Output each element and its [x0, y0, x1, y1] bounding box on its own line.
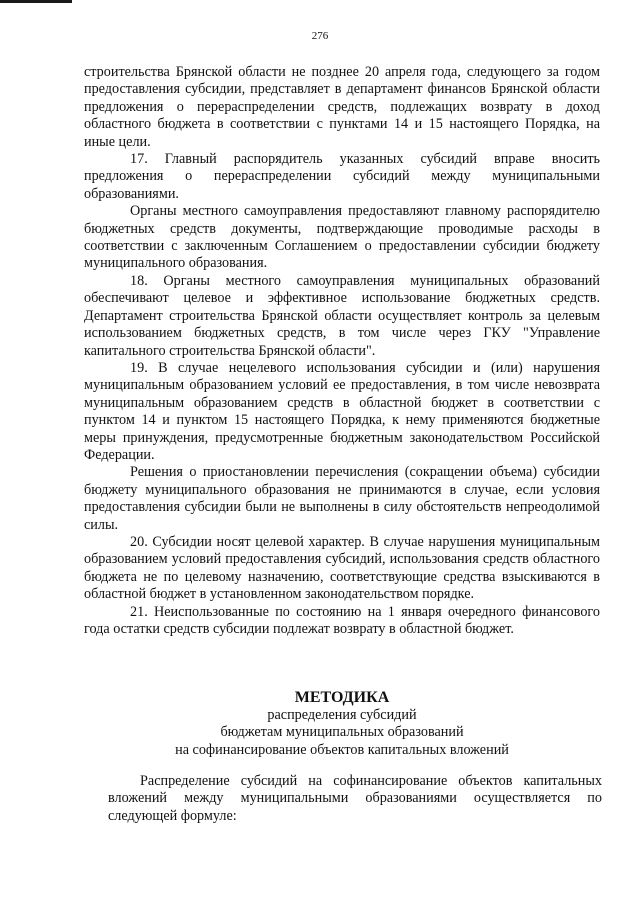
paragraph-local-authorities-documents: Органы местного самоуправления предоставляют главному распорядителю бюджетных средств документы, подтверждающие проводимые расходы в соответствии с заключенным Соглашением о предоставлении субсидии бюджету муниципального образования.: [84, 203, 600, 272]
methodology-body: [108, 773, 602, 825]
methodology-heading-block: [84, 688, 600, 759]
document-body: [84, 64, 600, 638]
methodology-subtitle-line: бюджетам муниципальных образований: [220, 724, 464, 741]
paragraph-item-18: 18. Органы местного самоуправления муниципальных образований обеспечивают целевое и эффективное использование бюджетных средств. Департамент строительства Брянской области осуществляет контроль за целевым использованием бюджетных средств, в том числе через ГКУ "Управление капитального строительства Брянской области".: [84, 272, 600, 359]
paragraph-continuation: строительства Брянской области не позднее 20 апреля года, следующего за годом предоставления субсидии, представляет в департамент финансов Брянской области предложения о перераспределении средств, подлежащих возврату в доход областного бюджета в соответствии с пунктами 14 и 15 настоящего Порядка, на иные цели.: [84, 64, 600, 150]
scan-edge-rule: [0, 0, 72, 3]
methodology-title: МЕТОДИКА: [294, 689, 390, 706]
methodology-subtitle-line: распределения субсидий: [267, 707, 417, 723]
page-number: 276: [311, 30, 329, 42]
paragraph-item-21: 21. Неиспользованные по состоянию на 1 января очередного финансового года остатки средств субсидии подлежат возврату в областной бюджет.: [84, 603, 600, 637]
methodology-intro-paragraph: Распределение субсидий на софинансирование объектов капитальных вложений между муниципальными образованиями осуществляется по следующей формуле:: [108, 773, 602, 824]
paragraph-item-17: 17. Главный распорядитель указанных субсидий вправе вносить предложения о перераспределении субсидий между муниципальными образованиями.: [84, 151, 600, 202]
paragraph-item-20: 20. Субсидии носят целевой характер. В случае нарушения муниципальным образованием условий предоставления субсидий, использования средств областного бюджета не по целевому назначению, соответствующие средства взыскиваются в областной бюджет в установленном законодательством порядке.: [84, 533, 600, 603]
paragraph-item-19: 19. В случае нецелевого использования субсидии и (или) нарушения муниципальным образованием условий ее предоставления, в том числе невозврата муниципальным образованием средств в областной бюджет в соответствии с пунктом 14 и пунктом 15 настоящего Порядка, к нему применяются бюджетные меры принуждения, предусмотренные бюджетным законодательством Российской Федерации.: [84, 359, 600, 463]
methodology-subtitle-line: на софинансирование объектов капитальных вложений: [175, 741, 509, 758]
paragraph-suspension-decisions: Решения о приостановлении перечисления (сокращении объема) субсидии бюджету муниципального образования не принимаются в случае, если условия предоставления субсидии были не выполнены в силу обстоятельств непреодолимой силы.: [84, 464, 600, 533]
